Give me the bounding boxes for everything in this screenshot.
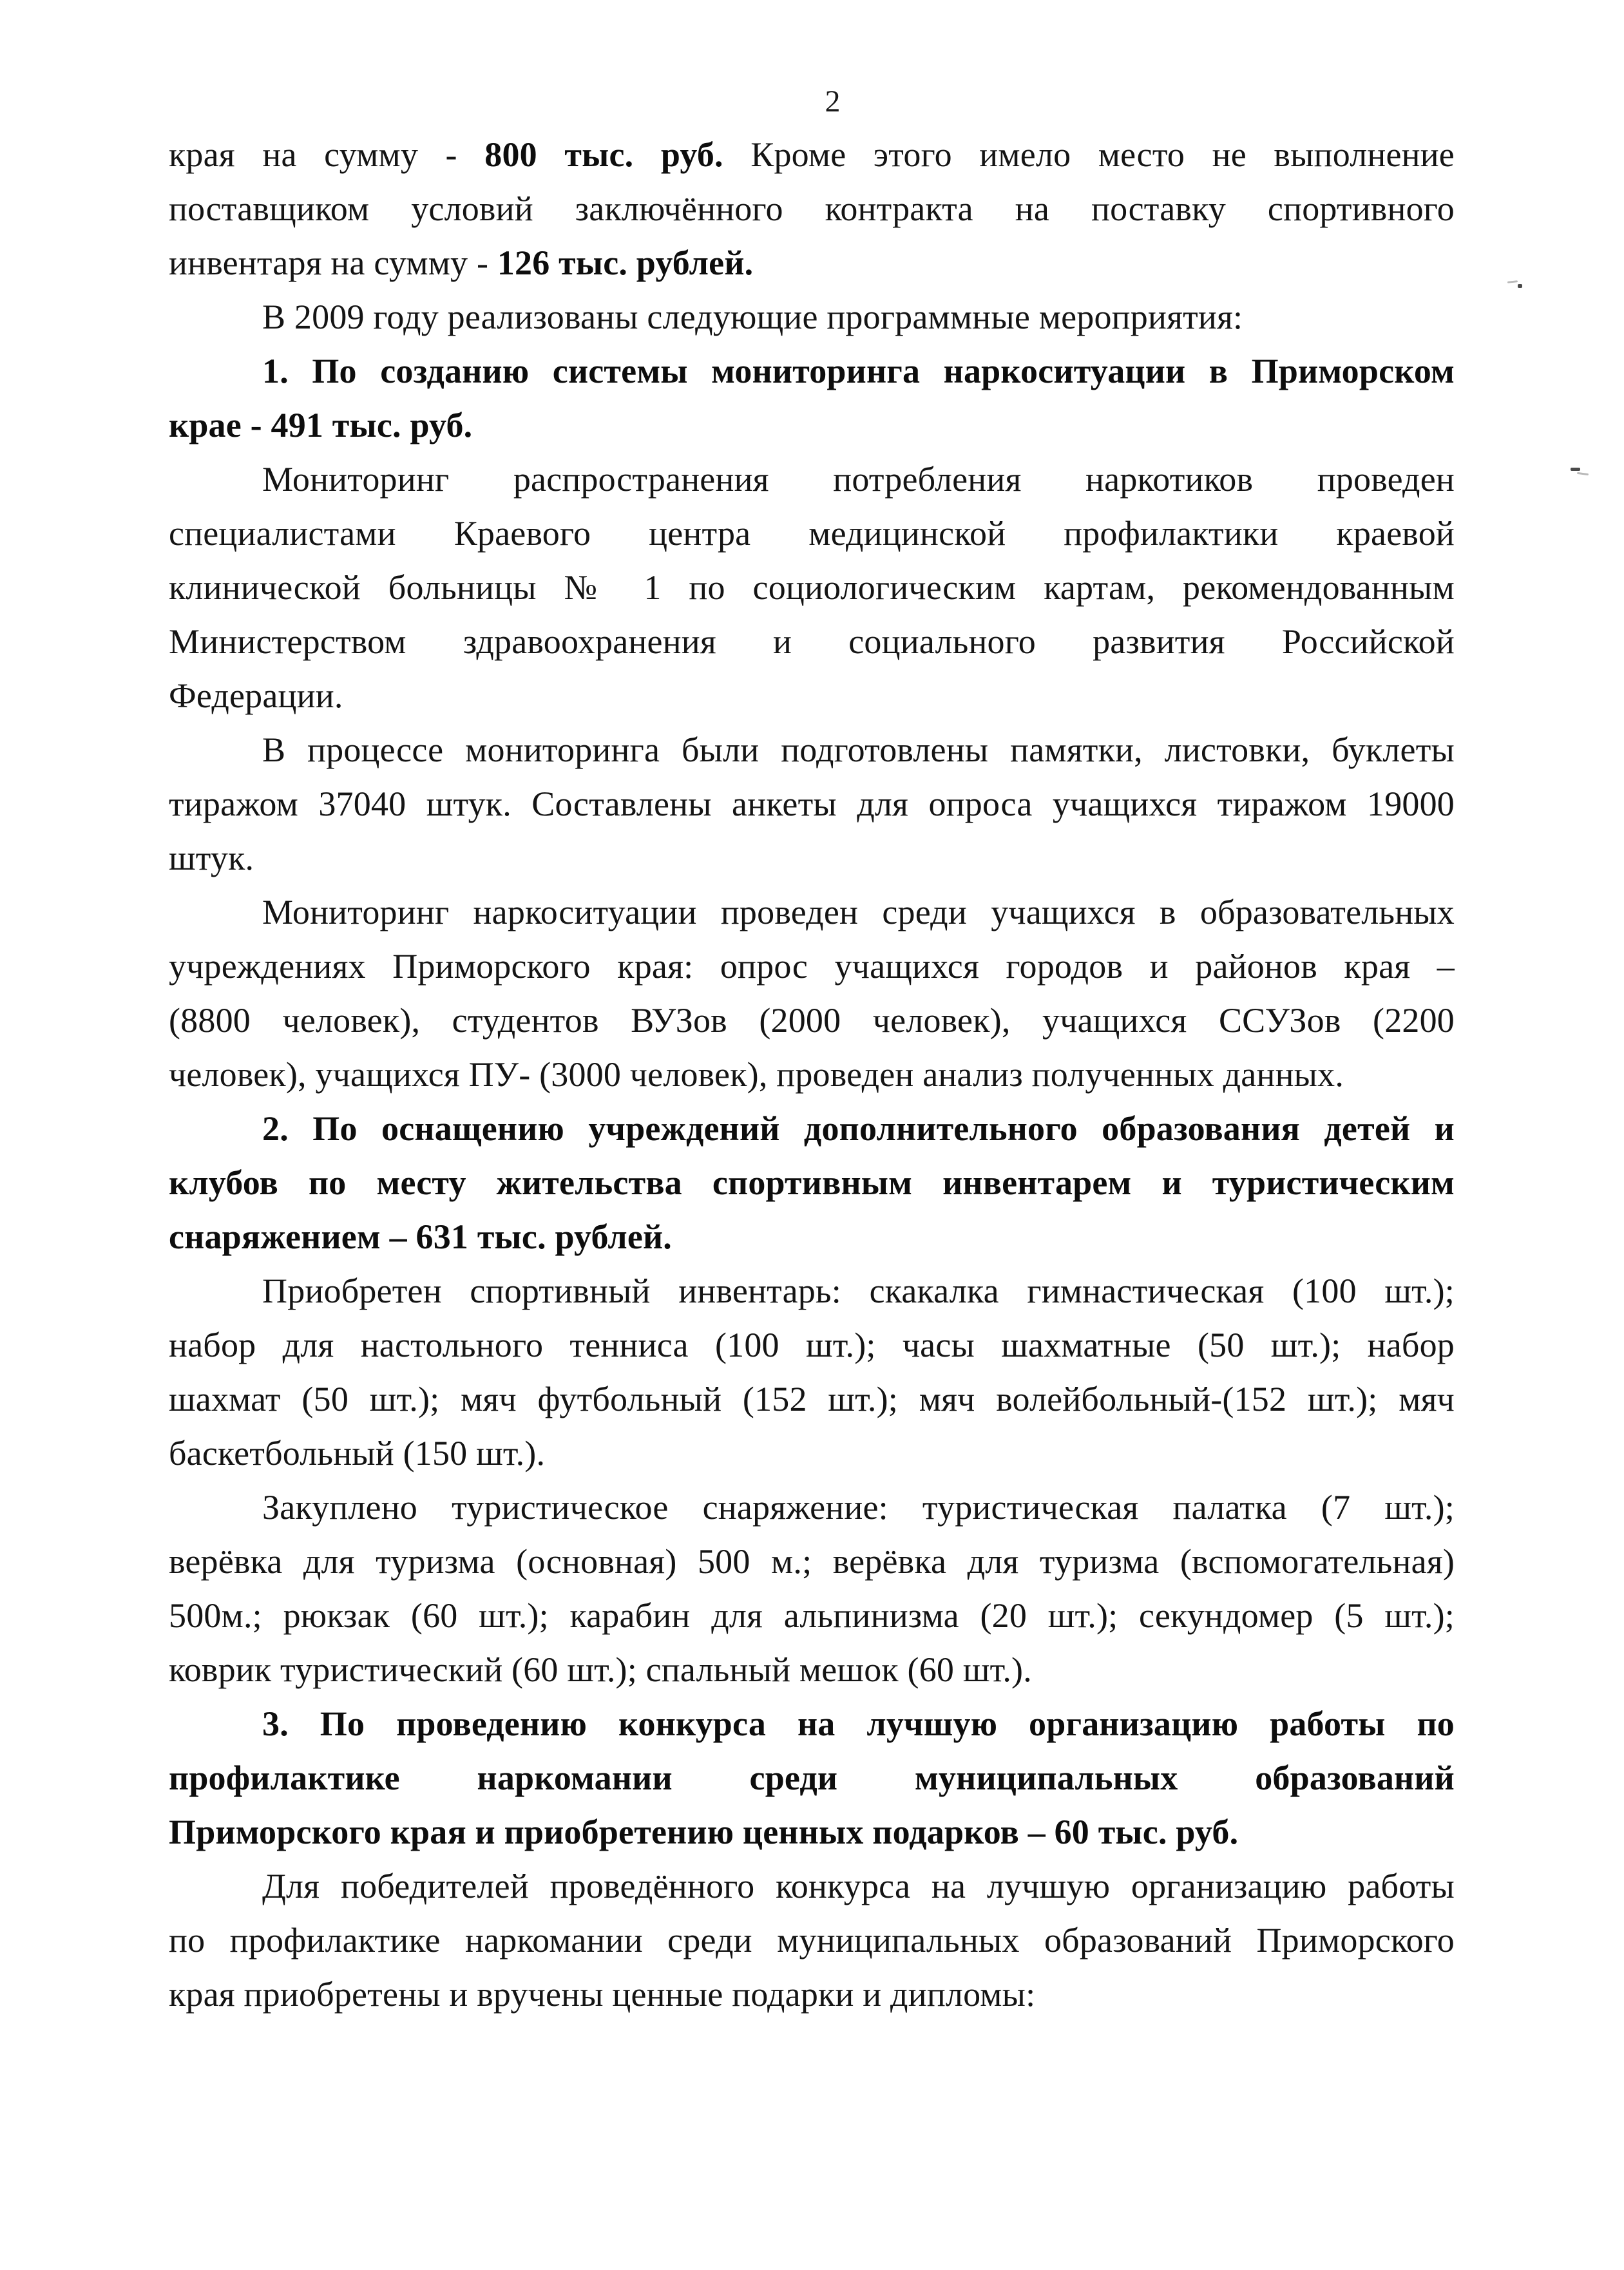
text-line <box>169 1372 1455 1426</box>
text-run: Для победителей проведённого конкурса на лучшую организацию работы <box>262 1867 1455 1905</box>
paragraph <box>169 1697 1455 1859</box>
paragraph <box>169 128 1455 290</box>
paragraph <box>169 452 1455 723</box>
scan-artifact-stroke <box>1571 468 1580 471</box>
text-line <box>169 1751 1455 1805</box>
text-line <box>169 669 1455 723</box>
text-line <box>169 1913 1455 1967</box>
text-line <box>169 993 1455 1047</box>
paragraph <box>169 344 1455 452</box>
text-run: 800 тыс. руб. <box>484 135 723 174</box>
text-line <box>169 885 1455 939</box>
text-line <box>169 1047 1455 1102</box>
text-run: Федерации. <box>169 676 343 715</box>
text-run: клинической больницы № 1 по социологическим картам, рекомендованным <box>169 568 1455 607</box>
text-run: набор для настольного тенниса (100 шт.); часы шахматные (50 шт.); набор <box>169 1326 1455 1364</box>
text-run: человек), учащихся ПУ- (3000 человек), проведен анализ полученных данных. <box>169 1055 1344 1094</box>
text-run: Мониторинг распространения потребления наркотиков проведен <box>262 460 1455 499</box>
text-line <box>169 236 1455 290</box>
text-run: крае - 491 тыс. руб. <box>169 406 473 444</box>
paragraph <box>169 1102 1455 1264</box>
text-line <box>169 1967 1455 2021</box>
text-run: специалистами Краевого центра медицинской профилактики краевой <box>169 514 1455 553</box>
text-line <box>169 344 1455 398</box>
text-line <box>169 1264 1455 1318</box>
text-line <box>169 1534 1455 1588</box>
paragraph <box>169 290 1455 344</box>
text-line <box>169 1318 1455 1372</box>
text-run: края приобретены и вручены ценные подарки и дипломы: <box>169 1975 1036 2014</box>
text-run: Кроме этого имело место не выполнение <box>723 135 1455 174</box>
scan-artifact-stroke <box>1577 472 1589 475</box>
text-line <box>169 723 1455 777</box>
text-run: В процессе мониторинга были подготовлены памятки, листовки, буклеты <box>262 730 1455 769</box>
text-run: Министерством здравоохранения и социального развития Российской <box>169 622 1455 661</box>
text-line <box>169 1480 1455 1534</box>
text-run: штук. <box>169 839 254 877</box>
text-line <box>169 452 1455 506</box>
text-run: (8800 человек), студентов ВУЗов (2000 человек), учащихся ССУЗов (2200 <box>169 1001 1455 1040</box>
text-run: верёвка для туризма (основная) 500 м.; верёвка для туризма (вспомогательная) <box>169 1542 1455 1581</box>
text-run: баскетбольный (150 шт.). <box>169 1434 546 1473</box>
text-line <box>169 1210 1455 1264</box>
text-line <box>169 182 1455 236</box>
scan-artifact <box>1507 280 1524 290</box>
page-number: 2 <box>825 84 841 119</box>
text-run: шахмат (50 шт.); мяч футбольный (152 шт.); мяч волейбольный-(152 шт.); мяч <box>169 1380 1455 1418</box>
text-run: Приобретен спортивный инвентарь: скакалка гимнастическая (100 шт.); <box>262 1272 1455 1310</box>
text-line <box>169 777 1455 831</box>
text-run: Закуплено туристическое снаряжение: туристическая палатка (7 шт.); <box>262 1488 1455 1527</box>
paragraph <box>169 885 1455 1102</box>
text-line <box>169 1643 1455 1697</box>
text-line <box>169 1156 1455 1210</box>
text-run: Мониторинг наркоситуации проведен среди учащихся в образовательных <box>262 893 1455 931</box>
text-run: коврик туристический (60 шт.); спальный мешок (60 шт.). <box>169 1650 1032 1689</box>
paragraph <box>169 723 1455 885</box>
text-line <box>169 1859 1455 1913</box>
text-run: по профилактике наркомании среди муниципальных образований Приморского <box>169 1921 1455 1960</box>
paragraph <box>169 1480 1455 1697</box>
text-run: снаряжением – 631 тыс. рублей. <box>169 1217 673 1256</box>
text-run: клубов по месту жительства спортивным инвентарем и туристическим <box>169 1163 1455 1202</box>
text-line <box>169 1805 1455 1859</box>
text-run: 1. По созданию системы мониторинга наркоситуации в Приморском <box>262 352 1455 390</box>
scan-artifact-stroke <box>1507 280 1518 283</box>
paragraph <box>169 1859 1455 2021</box>
text-line <box>169 506 1455 560</box>
text-run: 500м.; рюкзак (60 шт.); карабин для альпинизма (20 шт.); секундомер (5 шт.); <box>169 1596 1455 1635</box>
text-run: 2. По оснащению учреждений дополнительного образования детей и <box>262 1109 1455 1148</box>
scan-artifact <box>1571 466 1590 478</box>
document-body <box>169 128 1455 2021</box>
text-line <box>169 1697 1455 1751</box>
text-run: инвентаря на сумму - <box>169 243 497 282</box>
text-line <box>169 831 1455 885</box>
text-line <box>169 1426 1455 1480</box>
text-run: края на сумму - <box>169 135 485 174</box>
text-line <box>169 290 1455 344</box>
text-line <box>169 939 1455 993</box>
text-line <box>169 560 1455 615</box>
text-line <box>169 615 1455 669</box>
text-line <box>169 398 1455 452</box>
text-run: поставщиком условий заключённого контракта на поставку спортивного <box>169 189 1455 228</box>
text-run: учреждениях Приморского края: опрос учащихся городов и районов края – <box>169 947 1455 986</box>
text-line <box>169 1102 1455 1156</box>
text-line <box>169 1588 1455 1643</box>
text-run: тиражом 37040 штук. Составлены анкеты для опроса учащихся тиражом 19000 <box>169 785 1455 823</box>
paragraph <box>169 1264 1455 1480</box>
text-run: В 2009 году реализованы следующие программные мероприятия: <box>262 298 1243 336</box>
text-line <box>169 128 1455 182</box>
text-run: 126 тыс. рублей. <box>497 243 754 282</box>
text-run: 3. По проведению конкурса на лучшую организацию работы по <box>262 1704 1455 1743</box>
text-run: профилактике наркомании среди муниципальных образований <box>169 1759 1455 1797</box>
scan-artifact-stroke <box>1518 284 1522 288</box>
text-run: Приморского края и приобретению ценных подарков – 60 тыс. руб. <box>169 1813 1239 1851</box>
